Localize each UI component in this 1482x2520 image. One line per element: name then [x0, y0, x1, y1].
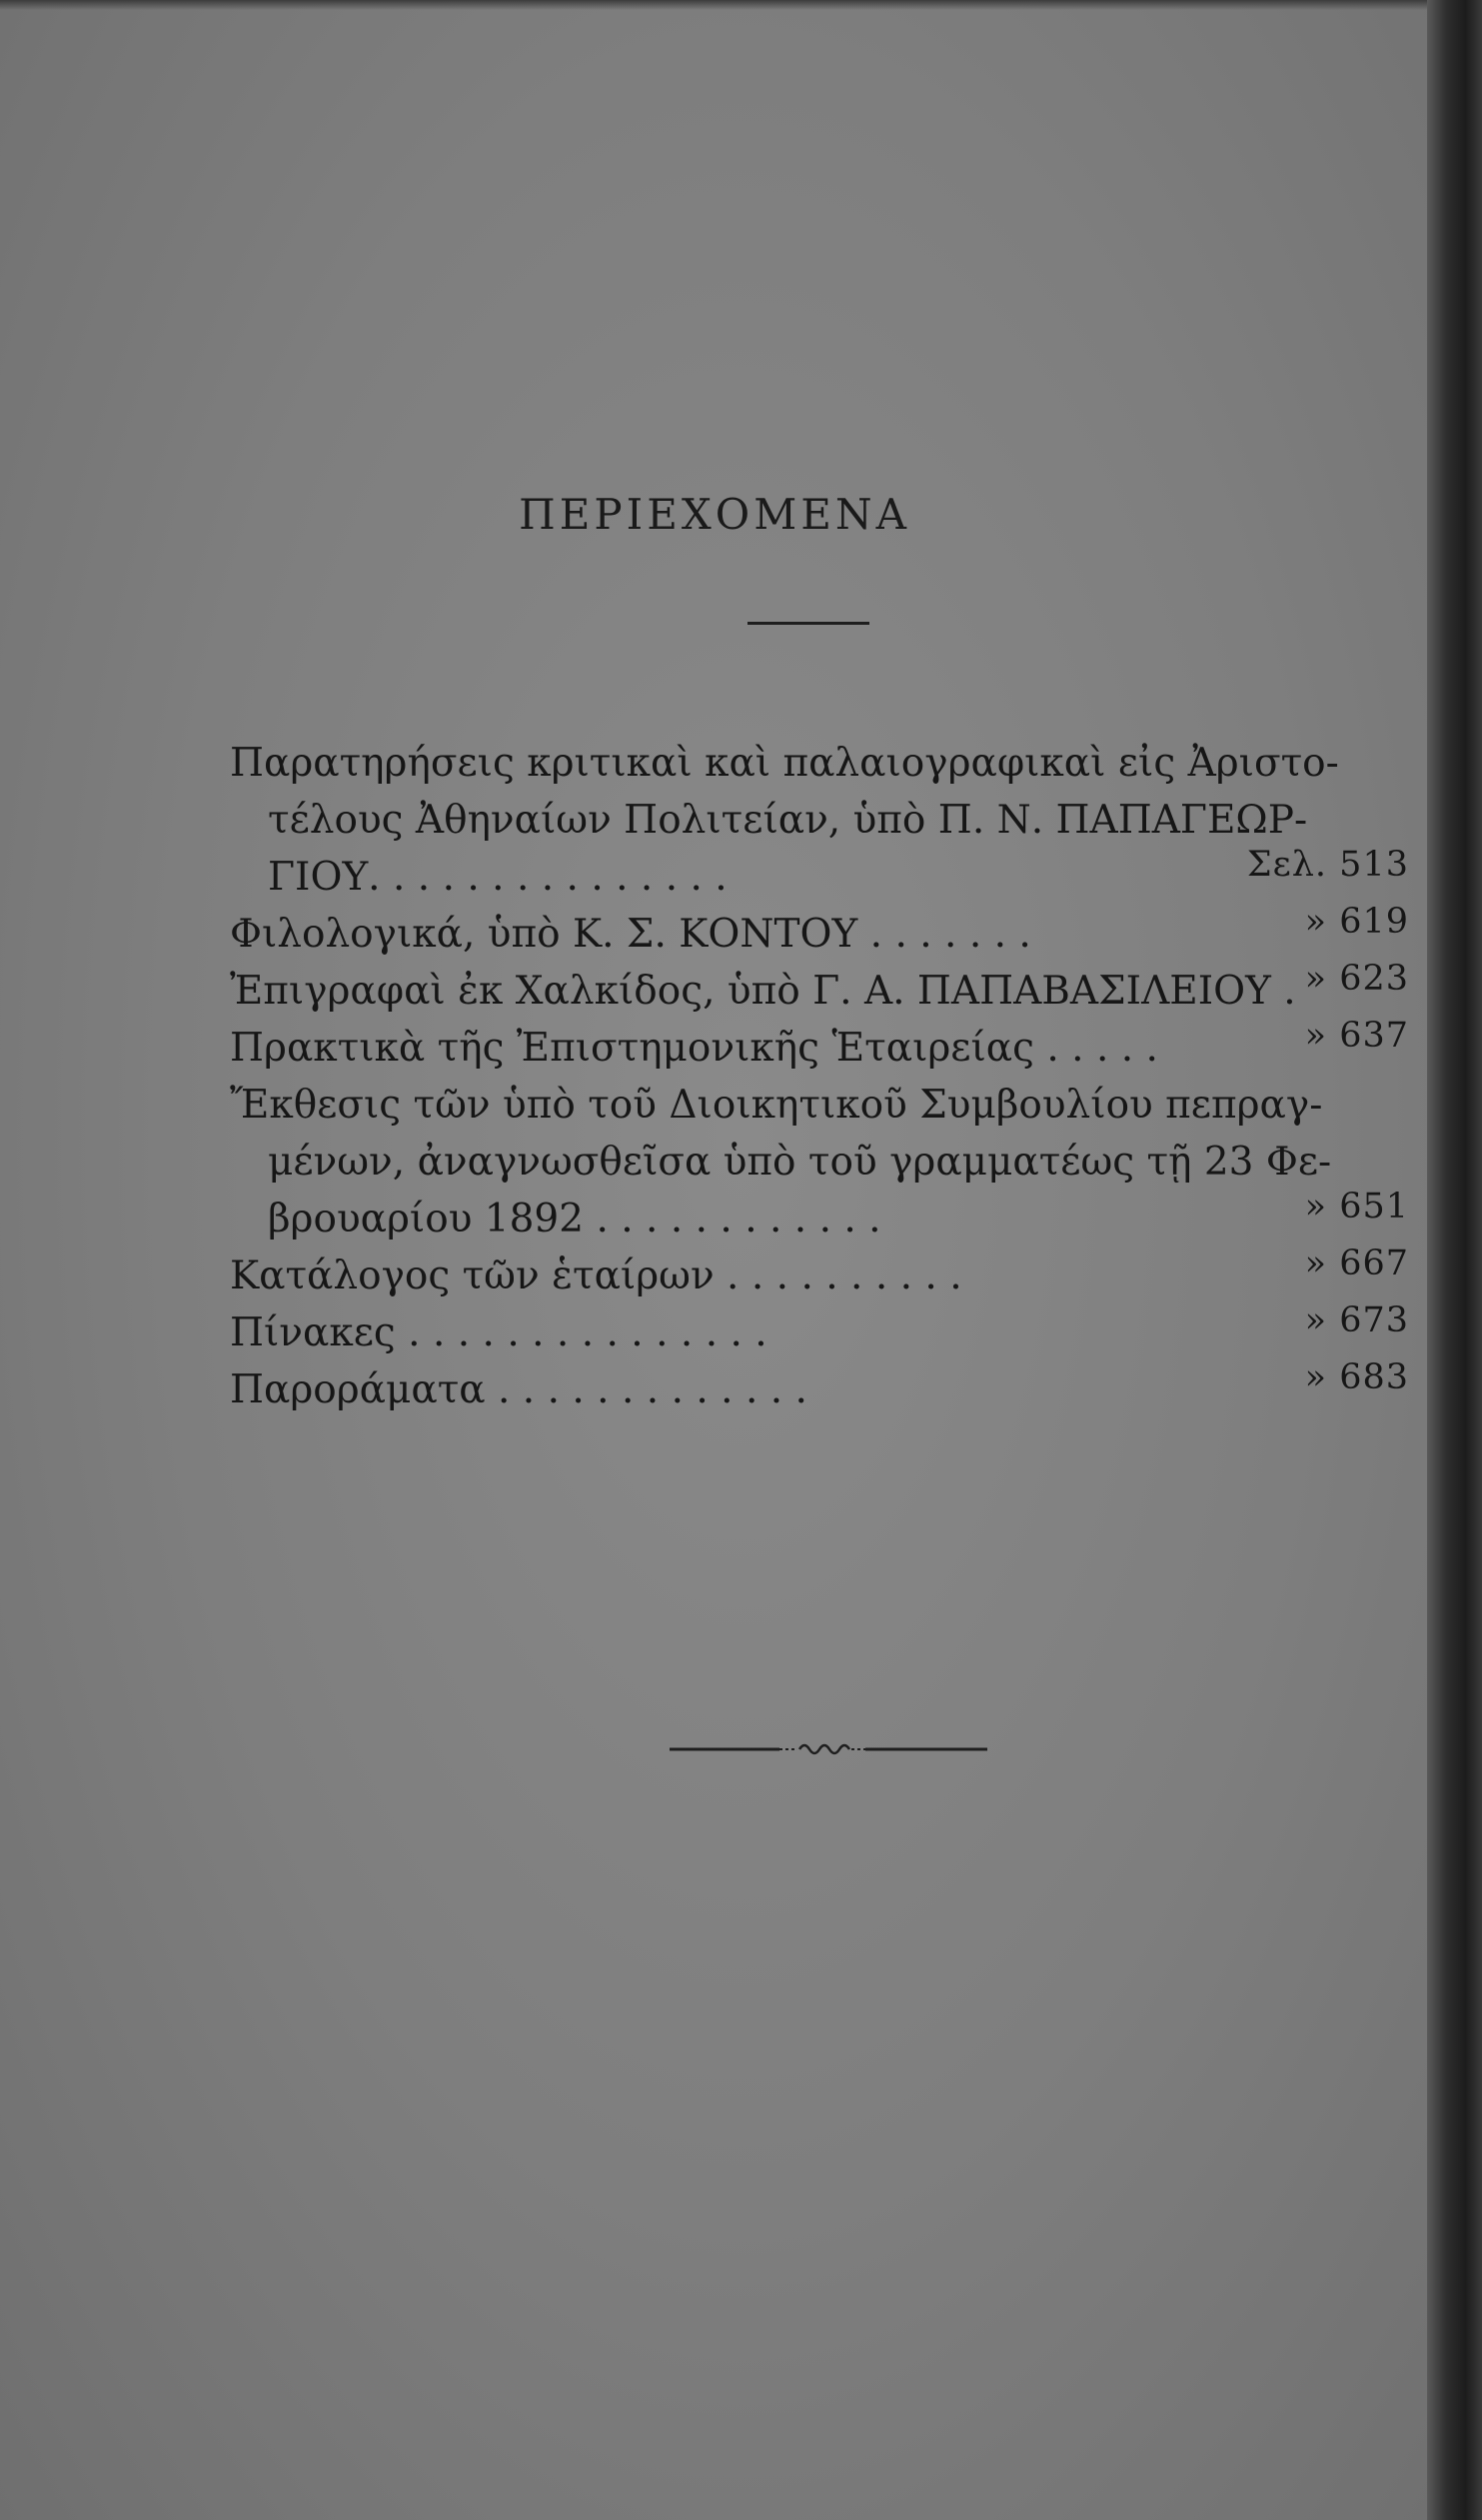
toc-entry-line: βρουαρίου 1892 . . . . . . . . . . . . — [268, 1197, 881, 1242]
toc-entry-line: Ἔκθεσις τῶν ὑπὸ τοῦ Διοικητικοῦ Συμβουλίου πεπραγ- — [230, 1083, 1323, 1128]
book-spine — [1427, 0, 1482, 2520]
table-of-contents — [230, 735, 1409, 1418]
toc-entry-line: μένων, ἀναγνωσθεῖσα ὑπὸ τοῦ γραμματέως τῇ 23 Φε- — [268, 1140, 1332, 1185]
toc-entry — [230, 959, 1409, 1020]
toc-page-number: » 619 — [1304, 902, 1409, 942]
toc-page-number: » 651 — [1304, 1187, 1409, 1227]
page-top-shadow — [0, 0, 1482, 10]
toc-page-number: » 673 — [1304, 1300, 1409, 1340]
toc-entry — [230, 1357, 1409, 1418]
toc-page-number: » 623 — [1304, 959, 1409, 999]
toc-page-number: » 683 — [1304, 1357, 1409, 1397]
page-title: ΠΕΡΙΕΧΟΜΕΝΑ — [519, 490, 910, 539]
toc-entry-line: Παροράματα . . . . . . . . . . . . . — [230, 1367, 807, 1412]
toc-entry — [230, 1244, 1409, 1304]
toc-entry-line: Πίνακες . . . . . . . . . . . . . . . — [230, 1310, 767, 1355]
toc-entry-line: Ἐπιγραφαὶ ἐκ Χαλκίδος, ὑπὸ Γ. Α. ΠΑΠΑΒΑΣΙΛΕΙΟΥ . — [230, 969, 1296, 1014]
end-ornament-icon — [670, 1739, 987, 1759]
toc-entry — [230, 735, 1409, 906]
toc-entry-line: Πρακτικὰ τῆς Ἐπιστημονικῆς Ἑταιρείας . . . . . — [230, 1026, 1158, 1071]
toc-entry — [230, 902, 1409, 963]
toc-page-number: » 637 — [1304, 1016, 1409, 1056]
toc-entry-line: τέλους Ἀθηναίων Πολιτείαν, ὑπὸ Π. Ν. ΠΑΠΑΓΕΩΡ- — [268, 798, 1308, 843]
toc-entry — [230, 1300, 1409, 1361]
toc-entry — [230, 1016, 1409, 1077]
toc-entry-line: Παρατηρήσεις κριτικαὶ καὶ παλαιογραφικαὶ εἰς Ἀριστο- — [230, 741, 1339, 786]
title-rule — [747, 622, 869, 625]
toc-entry — [230, 1077, 1409, 1248]
toc-entry-line: ΓΙΟΥ. . . . . . . . . . . . . . . — [268, 855, 728, 900]
toc-entry-line: Φιλολογικά, ὑπὸ Κ. Σ. ΚΟΝΤΟΥ . . . . . . . — [230, 912, 1031, 957]
toc-entry-line: Κατάλογος τῶν ἑταίρων . . . . . . . . . . — [230, 1254, 962, 1298]
toc-page-number: » 667 — [1304, 1244, 1409, 1283]
toc-page-number: Σελ. 513 — [1246, 845, 1409, 885]
